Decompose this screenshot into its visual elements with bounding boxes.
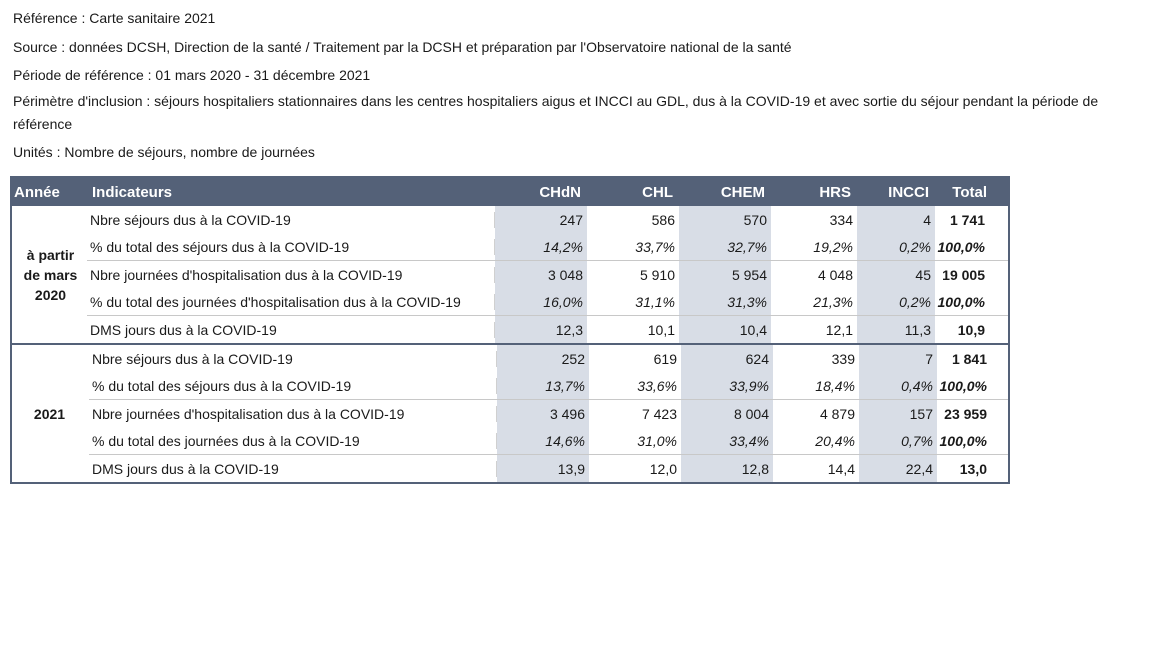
value-cell: 7 <box>859 345 937 372</box>
value-cell: 247 <box>495 206 587 233</box>
value-cell: 16,0% <box>495 288 587 315</box>
value-cell: 8 004 <box>681 400 773 427</box>
value-cell: 13,7% <box>497 372 589 399</box>
header-chem: CHEM <box>720 183 765 201</box>
table-row <box>89 427 1008 454</box>
value-cell: 20,4% <box>815 432 855 449</box>
value-cell: 619 <box>653 350 677 367</box>
header-year: Année <box>14 183 60 201</box>
table-row <box>89 454 1008 482</box>
source-line: Source : données DCSH, Direction de la santé / Traitement par la DCSH et préparation par l'Observatoire national de la santé <box>13 39 792 55</box>
value-cell: 14,4 <box>827 460 855 477</box>
table-header <box>12 178 1008 206</box>
value-cell: 21,3% <box>813 293 853 310</box>
value-cell: 570 <box>679 206 771 233</box>
year-cell: 2021 <box>33 405 66 422</box>
value-cell: 31,1% <box>635 293 675 310</box>
value-cell: 3 048 <box>495 261 587 288</box>
value-cell: 339 <box>831 350 855 367</box>
value-cell: 33,6% <box>637 377 677 394</box>
value-cell: 10,9 <box>957 321 985 338</box>
value-cell: 22,4 <box>859 455 937 482</box>
value-cell: 12,1 <box>825 321 853 338</box>
table-row <box>89 399 1008 427</box>
indicator-cell: DMS jours dus à la COVID-19 <box>87 322 495 338</box>
header-indicators: Indicateurs <box>92 183 173 201</box>
indicator-cell: % du total des journées dus à la COVID-19 <box>89 433 497 449</box>
table-body <box>12 206 1008 482</box>
indicator-cell: Nbre journées d'hospitalisation dus à la COVID-19 <box>87 267 495 283</box>
header-total: Total <box>952 183 987 201</box>
value-cell: 100,0% <box>939 377 987 394</box>
header-chdn: CHdN <box>539 183 581 201</box>
value-cell: 45 <box>857 261 935 288</box>
indicator-cell: Nbre séjours dus à la COVID-19 <box>89 351 497 367</box>
value-cell: 7 423 <box>641 405 677 422</box>
value-cell: 32,7% <box>679 233 771 260</box>
value-cell: 33,9% <box>681 372 773 399</box>
value-cell: 586 <box>651 211 675 228</box>
reference-line: Référence : Carte sanitaire 2021 <box>13 10 216 26</box>
value-cell: 13,0 <box>959 460 987 477</box>
value-cell: 10,4 <box>679 316 771 343</box>
header-incci: INCCI <box>888 183 929 201</box>
indicator-cell: Nbre séjours dus à la COVID-19 <box>87 212 495 228</box>
value-cell: 12,8 <box>681 455 773 482</box>
value-cell: 5 910 <box>639 266 675 283</box>
value-cell: 10,1 <box>647 321 675 338</box>
value-cell: 14,2% <box>495 233 587 260</box>
value-cell: 33,4% <box>681 427 773 454</box>
value-cell: 11,3 <box>857 316 935 343</box>
value-cell: 624 <box>681 345 773 372</box>
value-cell: 0,2% <box>857 233 935 260</box>
row-group <box>12 206 1008 343</box>
value-cell: 4 <box>857 206 935 233</box>
value-cell: 1 841 <box>951 350 987 367</box>
value-cell: 0,7% <box>859 427 937 454</box>
value-cell: 100,0% <box>937 238 985 255</box>
indicator-cell: % du total des séjours dus à la COVID-19 <box>89 378 497 394</box>
indicator-cell: DMS jours dus à la COVID-19 <box>89 461 497 477</box>
year-cell: à partir de mars 2020 <box>23 246 78 303</box>
value-cell: 5 954 <box>679 261 771 288</box>
table-row <box>89 345 1008 372</box>
value-cell: 252 <box>497 345 589 372</box>
value-cell: 4 048 <box>817 266 853 283</box>
value-cell: 3 496 <box>497 400 589 427</box>
value-cell: 19 005 <box>942 266 985 283</box>
indicator-cell: Nbre journées d'hospitalisation dus à la COVID-19 <box>89 406 497 422</box>
perimeter-line: Périmètre d'inclusion : séjours hospitaliers stationnaires dans les centres hospitaliers aigus et INCCI au GDL, dus à la COVID-19 et avec sortie du séjour pendant la période de référence <box>13 93 1099 132</box>
units-line: Unités : Nombre de séjours, nombre de journées <box>13 144 315 160</box>
row-group <box>12 343 1008 482</box>
value-cell: 100,0% <box>937 293 985 310</box>
indicator-cell: % du total des séjours dus à la COVID-19 <box>87 239 495 255</box>
period-line: Période de référence : 01 mars 2020 - 31 décembre 2021 <box>13 67 371 83</box>
table-row <box>87 315 1008 343</box>
value-cell: 23 959 <box>944 405 987 422</box>
value-cell: 33,7% <box>635 238 675 255</box>
table-row <box>87 233 1008 260</box>
header-chl: CHL <box>642 183 673 201</box>
value-cell: 334 <box>829 211 853 228</box>
header-hrs: HRS <box>819 183 851 201</box>
value-cell: 14,6% <box>497 427 589 454</box>
value-cell: 31,3% <box>679 288 771 315</box>
value-cell: 4 879 <box>819 405 855 422</box>
value-cell: 18,4% <box>815 377 855 394</box>
value-cell: 13,9 <box>497 455 589 482</box>
table-row <box>87 288 1008 315</box>
data-table <box>10 176 1010 484</box>
table-row <box>89 372 1008 399</box>
value-cell: 19,2% <box>813 238 853 255</box>
table-row <box>87 206 1008 233</box>
value-cell: 31,0% <box>637 432 677 449</box>
value-cell: 0,4% <box>859 372 937 399</box>
indicator-cell: % du total des journées d'hospitalisation dus à la COVID-19 <box>87 294 495 310</box>
value-cell: 100,0% <box>939 432 987 449</box>
value-cell: 12,3 <box>495 316 587 343</box>
value-cell: 12,0 <box>649 460 677 477</box>
table-row <box>87 260 1008 288</box>
value-cell: 157 <box>859 400 937 427</box>
value-cell: 1 741 <box>949 211 985 228</box>
value-cell: 0,2% <box>857 288 935 315</box>
